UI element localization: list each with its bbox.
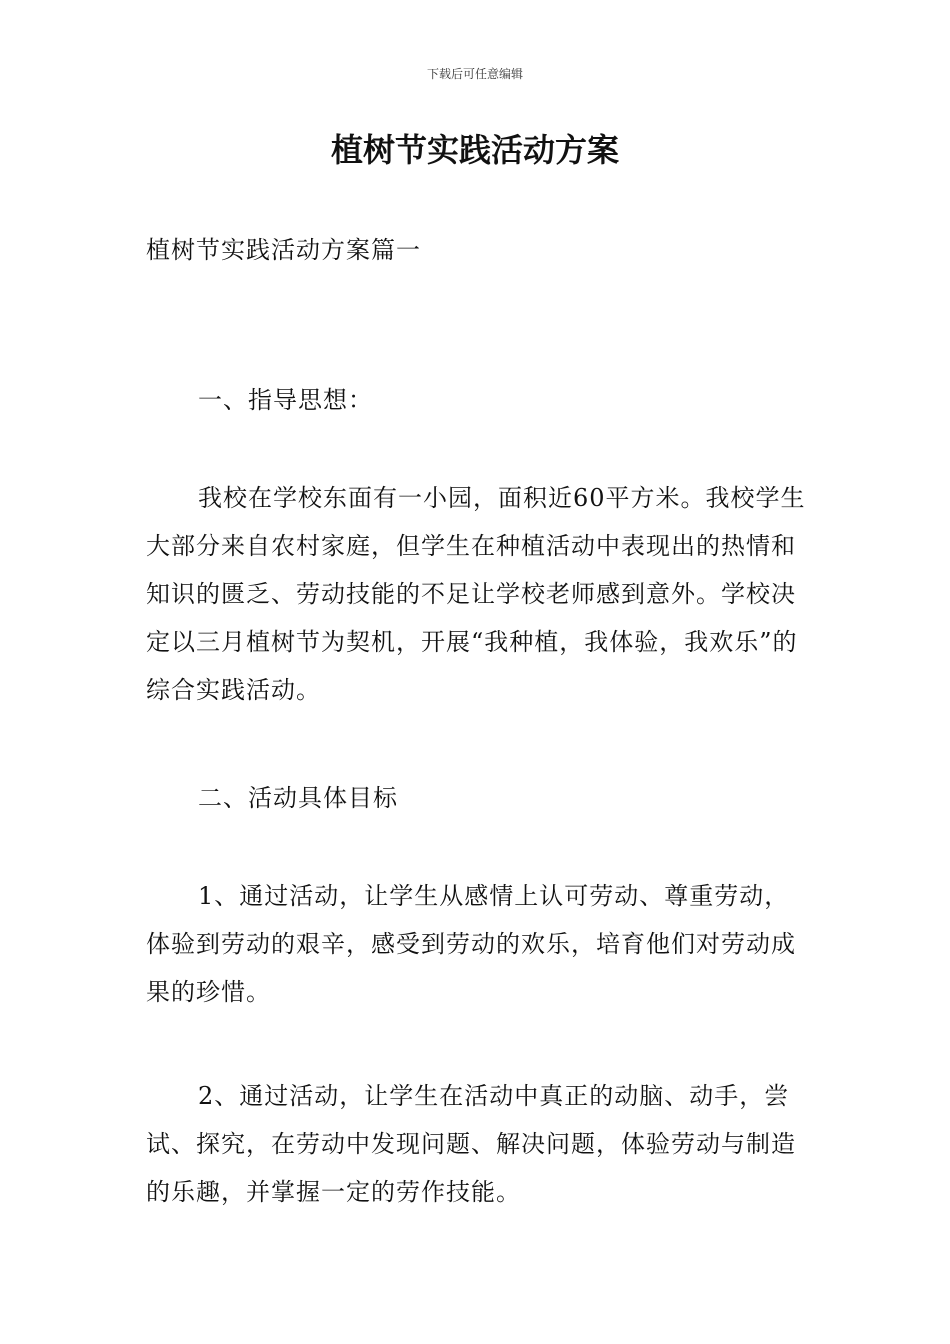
paragraph-goal-2: 2、通过活动，让学生在活动中真正的动脑、动手，尝试、探究，在劳动中发现问题、解决问题，体验劳动与制造的乐趣，并掌握一定的劳作技能。 [146, 1082, 796, 1206]
paragraph-goal-1: 1、通过活动，让学生从感情上认可劳动、尊重劳动，体验到劳动的艰辛，感受到劳动的欢乐，培育他们对劳动成果的珍惜。 [146, 882, 796, 1006]
document-subtitle: 植树节实践活动方案篇一 [146, 236, 421, 264]
document-title: 植树节实践活动方案 [330, 131, 619, 169]
paragraph-background: 我校在学校东面有一小园，面积近60平方米。我校学生大部分来自农村家庭，但学生在种植活动中表现出的热情和知识的匮乏、劳动技能的不足让学校老师感到意外。学校决定以三月植树节为契机，开展“我种植，我体验，我欢乐”的综合实践活动。 [146, 484, 806, 704]
section-heading-activity-goals: 二、活动具体目标 [198, 784, 398, 812]
section-heading-guiding-ideology: 一、指导思想： [198, 386, 373, 414]
header-note: 下载后可任意编辑 [426, 67, 523, 81]
